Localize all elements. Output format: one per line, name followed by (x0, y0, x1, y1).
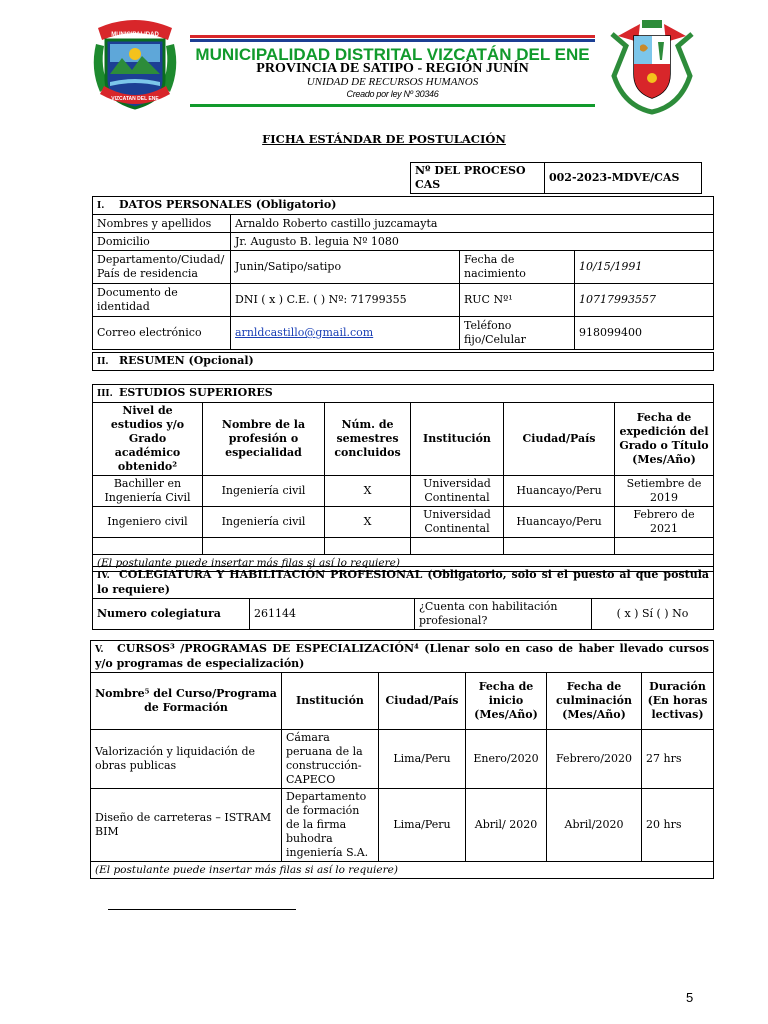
table-cell[interactable]: X (325, 476, 411, 507)
summary-table (92, 352, 714, 371)
table-cell[interactable] (203, 538, 325, 555)
peru-coat-of-arms (604, 16, 700, 116)
table-cell[interactable]: 27 hrs (642, 730, 714, 789)
table-cell[interactable]: X (325, 507, 411, 538)
section-title: CURSOS³ /PROGRAMAS DE ESPECIALIZACIÓN⁴ (Llenar solo en caso de haber llevado cursos y/o programas de especialización) (95, 642, 709, 670)
ruc-value[interactable]: 10717993557 (575, 284, 714, 317)
table-cell[interactable]: Valorización y liquidación de obras publicas (91, 730, 282, 789)
studies-table (92, 384, 714, 572)
created-by-law: Creado por ley Nº 30346 (346, 89, 439, 99)
table-cell[interactable]: Diseño de carreteras – ISTRAM BIM (91, 789, 282, 862)
province-name: PROVINCIA DE SATIPO - REGIÓN JUNÍN (256, 61, 529, 76)
studies-col-header: Fecha de expedición del Grado o Título (Mes/Año) (615, 403, 714, 476)
table-cell[interactable]: Huancayo/Peru (504, 507, 615, 538)
table-cell[interactable]: Departamento de formación de la firma buhodra ingeniería S.A. (282, 789, 379, 862)
habilitation-answer[interactable]: ( x ) Sí ( ) No (592, 599, 714, 630)
header-line-blue (190, 39, 595, 42)
studies-col-header: Nivel de estudios y/o Grado académico obtenido² (93, 403, 203, 476)
section-number: I. (97, 201, 105, 211)
table-cell[interactable]: Bachiller en Ingeniería Civil (93, 476, 203, 507)
address-label: Domicilio (93, 233, 231, 251)
table-cell[interactable] (411, 538, 504, 555)
page-number: 5 (686, 990, 694, 1005)
logo-bottom-text: VIZCATAN DEL ENE (111, 96, 159, 102)
table-cell[interactable] (325, 538, 411, 555)
studies-col-header: Ciudad/País (504, 403, 615, 476)
process-number-table (410, 162, 702, 194)
email-label: Correo electrónico (93, 317, 231, 350)
section-studies-heading (93, 385, 714, 403)
table-cell[interactable]: Cámara peruana de la construcción- CAPECO (282, 730, 379, 789)
municipal-shield-logo (86, 14, 184, 114)
studies-col-header: Nombre de la profesión o especialidad (203, 403, 325, 476)
table-cell[interactable]: Ingeniero civil (93, 507, 203, 538)
table-cell[interactable] (93, 538, 203, 555)
courses-table (90, 640, 714, 879)
table-row (91, 730, 714, 789)
section-summary-heading (93, 353, 714, 371)
section-number: V. (95, 645, 104, 655)
email-link[interactable]: arnldcastillo@gmail.com (235, 326, 374, 339)
table-cell[interactable]: Lima/Peru (379, 730, 466, 789)
table-cell[interactable]: Setiembre de 2019 (615, 476, 714, 507)
courses-col-header: Fecha de inicio (Mes/Año) (466, 673, 547, 730)
table-cell[interactable]: Febrero de 2021 (615, 507, 714, 538)
studies-col-header: Institución (411, 403, 504, 476)
section-title: ESTUDIOS SUPERIORES (119, 386, 273, 399)
ruc-label: RUC Nº¹ (460, 284, 575, 317)
phone-value[interactable]: 918099400 (575, 317, 714, 350)
table-cell[interactable]: Universidad Continental (411, 476, 504, 507)
studies-col-header: Núm. de semestres concluidos (325, 403, 411, 476)
logo-top-text: MUNICIPALIDAD (111, 32, 159, 38)
table-cell[interactable]: Universidad Continental (411, 507, 504, 538)
table-cell[interactable] (615, 538, 714, 555)
table-cell[interactable] (504, 538, 615, 555)
personal-data-table (92, 196, 714, 350)
residence-value[interactable]: Junin/Satipo/satipo (231, 251, 460, 284)
courses-col-header: Nombre⁵ del Curso/Programa de Formación (91, 673, 282, 730)
section-personal-heading (93, 197, 714, 215)
footnote-separator (108, 909, 296, 910)
id-document-value[interactable]: DNI ( x ) C.E. ( ) Nº: 71799355 (231, 284, 460, 317)
municipality-name: MUNICIPALIDAD DISTRITAL VIZCATÁN DEL ENE (195, 45, 590, 64)
college-number-value[interactable]: 261144 (250, 599, 415, 630)
section-title: RESUMEN (Opcional) (119, 354, 254, 367)
table-cell[interactable]: Febrero/2020 (547, 730, 642, 789)
birthdate-value[interactable]: 10/15/1991 (575, 251, 714, 284)
table-row (93, 476, 714, 507)
table-cell[interactable]: Ingeniería civil (203, 507, 325, 538)
courses-note: (El postulante puede insertar más filas si así lo requiere) (91, 862, 714, 879)
courses-col-header: Institución (282, 673, 379, 730)
table-cell[interactable]: Lima/Peru (379, 789, 466, 862)
email-cell (231, 317, 460, 350)
section-college-heading (93, 567, 714, 599)
table-cell[interactable]: Enero/2020 (466, 730, 547, 789)
process-number-value: 002-2023-MDVE/CAS (545, 163, 702, 194)
courses-col-header: Fecha de culminación (Mes/Año) (547, 673, 642, 730)
unit-name: UNIDAD DE RECURSOS HUMANOS (306, 76, 479, 88)
name-label: Nombres y apellidos (93, 215, 231, 233)
college-table (92, 566, 714, 630)
section-courses-heading (91, 641, 714, 673)
address-value[interactable]: Jr. Augusto B. leguia Nº 1080 (231, 233, 714, 251)
name-value[interactable]: Arnaldo Roberto castillo juzcamayta (231, 215, 714, 233)
table-cell[interactable]: Huancayo/Peru (504, 476, 615, 507)
table-cell[interactable]: Abril/ 2020 (466, 789, 547, 862)
table-cell[interactable]: 20 hrs (642, 789, 714, 862)
header-line-green (190, 104, 595, 107)
section-number: IV. (97, 571, 110, 581)
table-cell[interactable]: Ingeniería civil (203, 476, 325, 507)
table-row (93, 507, 714, 538)
table-row-empty (93, 538, 714, 555)
courses-col-header: Ciudad/País (379, 673, 466, 730)
table-row (91, 789, 714, 862)
section-number: III. (97, 389, 113, 399)
table-cell[interactable]: Abril/2020 (547, 789, 642, 862)
studies-note: (El postulante puede insertar más filas si así lo requiere) (93, 555, 714, 572)
process-number-label: Nº DEL PROCESO CAS (411, 163, 545, 194)
courses-col-header: Duración (En horas lectivas) (642, 673, 714, 730)
college-number-label: Numero colegiatura (93, 599, 250, 630)
header-line-red (190, 35, 595, 38)
section-title: COLEGIATURA Y HABILITACIÓN PROFESIONAL (Obligatorio, solo si el puesto al que postula lo requiere) (97, 568, 709, 596)
form-title: FICHA ESTÁNDAR DE POSTULACIÓN (262, 132, 506, 146)
residence-label: Departamento/Ciudad/ País de residencia (93, 251, 231, 284)
habilitation-question: ¿Cuenta con habilitación profesional? (415, 599, 592, 630)
section-number: II. (97, 357, 109, 367)
phone-label: Teléfono fijo/Celular (460, 317, 575, 350)
id-document-label: Documento de identidad (93, 284, 231, 317)
birthdate-label: Fecha de nacimiento (460, 251, 575, 284)
section-title: DATOS PERSONALES (Obligatorio) (119, 198, 337, 211)
